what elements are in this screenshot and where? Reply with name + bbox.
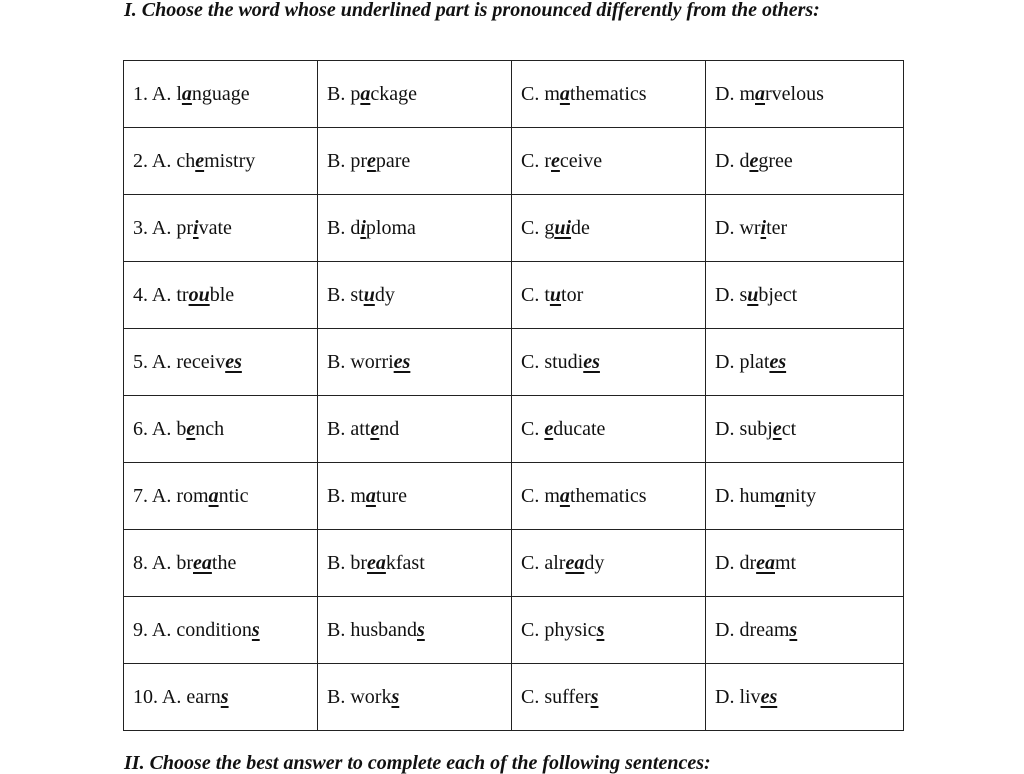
- section-heading: I. Choose the word whose underlined part is pronounced differently from the others:: [124, 0, 820, 21]
- word-end: ckage: [370, 82, 417, 105]
- word-end: de: [571, 216, 590, 239]
- underlined-part: ea: [367, 551, 386, 574]
- option-cell-q8-d: [706, 530, 904, 597]
- next-section-heading: II. Choose the best answer to complete each of the following sentences:: [124, 752, 711, 774]
- option-cell-q4-d: [706, 262, 904, 329]
- word-end: tor: [561, 283, 584, 306]
- word-start: D. dream: [715, 618, 790, 641]
- word-end: nguage: [191, 82, 250, 105]
- word-start: 7. A. rom: [133, 484, 209, 507]
- underlined-part: a: [755, 82, 765, 105]
- question-row-8: [124, 530, 904, 597]
- option-cell-q2-a: [124, 128, 318, 195]
- underlined-part: s: [391, 685, 400, 708]
- option-cell-q4-b: [318, 262, 512, 329]
- word-start: 10. A. earn: [133, 685, 221, 708]
- word-end: thematics: [569, 484, 647, 507]
- underlined-part: e: [772, 417, 782, 440]
- word-start: B. pr: [327, 149, 367, 172]
- underlined-part: es: [225, 350, 242, 373]
- underlined-part: u: [549, 283, 562, 306]
- word-start: C. studi: [521, 350, 584, 373]
- option-cell-q8-a: [124, 530, 318, 597]
- word-start: D. m: [715, 82, 755, 105]
- underlined-part: e: [370, 417, 380, 440]
- word-end: dy: [374, 283, 395, 306]
- underlined-part: s: [251, 618, 260, 641]
- word-end: thematics: [569, 82, 647, 105]
- underlined-part: a: [559, 82, 570, 105]
- word-start: B. worri: [327, 350, 394, 373]
- word-end: pare: [375, 149, 411, 172]
- option-cell-q4-c: [512, 262, 706, 329]
- option-cell-q6-c: [512, 396, 706, 463]
- option-cell-q7-d: [706, 463, 904, 530]
- word-start: B. work: [327, 685, 392, 708]
- option-cell-q3-d: [706, 195, 904, 262]
- option-cell-q8-b: [318, 530, 512, 597]
- underlined-part: a: [208, 484, 219, 507]
- underlined-part: a: [775, 484, 785, 507]
- option-cell-q7-c: [512, 463, 706, 530]
- word-start: C. r: [521, 149, 551, 172]
- option-cell-q2-b: [318, 128, 512, 195]
- option-cell-q9-a: [124, 597, 318, 664]
- underlined-part: i: [193, 216, 199, 239]
- option-cell-q5-c: [512, 329, 706, 396]
- underlined-part: es: [393, 350, 411, 373]
- underlined-part: e: [195, 149, 205, 172]
- word-start: C.: [521, 417, 545, 440]
- underlined-part: a: [360, 82, 371, 105]
- word-end: bject: [758, 283, 798, 306]
- word-start: D. dr: [715, 551, 757, 574]
- word-end: nd: [379, 417, 400, 440]
- underlined-part: s: [590, 685, 599, 708]
- word-end: ducate: [553, 417, 606, 440]
- underlined-part: es: [769, 350, 787, 373]
- question-row-7: [124, 463, 904, 530]
- word-start: B. m: [327, 484, 366, 507]
- word-end: ct: [781, 417, 797, 440]
- underlined-part: e: [186, 417, 196, 440]
- option-cell-q3-b: [318, 195, 512, 262]
- word-end: ploma: [365, 216, 416, 239]
- underlined-part: a: [181, 82, 192, 105]
- underlined-part: a: [365, 484, 376, 507]
- underlined-part: es: [760, 685, 778, 708]
- word-end: the: [211, 551, 237, 574]
- underlined-part: i: [360, 216, 366, 239]
- word-start: C. alr: [521, 551, 566, 574]
- word-start: 8. A. br: [133, 551, 193, 574]
- word-end: vate: [198, 216, 232, 239]
- question-row-5: [124, 329, 904, 396]
- word-start: 3. A. pr: [133, 216, 193, 239]
- question-row-2: [124, 128, 904, 195]
- option-cell-q5-d: [706, 329, 904, 396]
- word-start: B. att: [327, 417, 371, 440]
- word-start: 5. A. receiv: [133, 350, 226, 373]
- word-start: C. m: [521, 484, 560, 507]
- underlined-part: u: [747, 283, 759, 306]
- option-cell-q1-c: [512, 61, 706, 128]
- word-start: D. plat: [715, 350, 770, 373]
- word-start: D. subj: [715, 417, 773, 440]
- word-end: ntic: [218, 484, 249, 507]
- question-row-4: [124, 262, 904, 329]
- underlined-part: s: [417, 618, 425, 641]
- word-end: nch: [195, 417, 225, 440]
- word-start: D. wr: [715, 216, 761, 239]
- underlined-part: ea: [565, 551, 585, 574]
- pronunciation-table: [123, 60, 904, 731]
- option-cell-q10-d: [706, 664, 904, 731]
- word-start: B. br: [327, 551, 367, 574]
- option-cell-q1-a: [124, 61, 318, 128]
- underlined-part: s: [220, 685, 229, 708]
- word-end: dy: [584, 551, 605, 574]
- word-start: D. s: [715, 283, 748, 306]
- option-cell-q6-d: [706, 396, 904, 463]
- word-end: gree: [758, 149, 793, 172]
- word-start: C. m: [521, 82, 560, 105]
- question-row-1: [124, 61, 904, 128]
- word-end: ceive: [559, 149, 603, 172]
- underlined-part: e: [544, 417, 554, 440]
- word-start: C. suffer: [521, 685, 591, 708]
- option-cell-q9-b: [318, 597, 512, 664]
- word-start: C. g: [521, 216, 555, 239]
- question-row-3: [124, 195, 904, 262]
- word-end: mistry: [204, 149, 256, 172]
- option-cell-q9-c: [512, 597, 706, 664]
- word-end: mt: [775, 551, 797, 574]
- word-start: 6. A. b: [133, 417, 187, 440]
- underlined-part: i: [760, 216, 767, 239]
- option-cell-q5-a: [124, 329, 318, 396]
- option-cell-q9-d: [706, 597, 904, 664]
- question-row-6: [124, 396, 904, 463]
- word-start: B. st: [327, 283, 364, 306]
- word-end: nity: [785, 484, 817, 507]
- option-cell-q1-d: [706, 61, 904, 128]
- word-start: C. physic: [521, 618, 597, 641]
- word-start: 2. A. ch: [133, 149, 196, 172]
- option-cell-q10-c: [512, 664, 706, 731]
- underlined-part: e: [749, 149, 759, 172]
- underlined-part: ui: [554, 216, 572, 239]
- option-cell-q1-b: [318, 61, 512, 128]
- option-cell-q6-b: [318, 396, 512, 463]
- word-start: 1. A. l: [133, 82, 182, 105]
- underlined-part: e: [367, 149, 376, 172]
- word-end: kfast: [385, 551, 425, 574]
- underlined-part: ea: [756, 551, 775, 574]
- option-cell-q2-d: [706, 128, 904, 195]
- word-start: 9. A. condition: [133, 618, 252, 641]
- option-cell-q10-a: [124, 664, 318, 731]
- underlined-part: e: [551, 149, 560, 172]
- word-start: B. d: [327, 216, 361, 239]
- option-cell-q6-a: [124, 396, 318, 463]
- underlined-part: es: [583, 350, 600, 373]
- word-start: D. d: [715, 149, 750, 172]
- option-cell-q10-b: [318, 664, 512, 731]
- underlined-part: ou: [188, 283, 210, 306]
- underlined-part: s: [789, 618, 798, 641]
- question-row-10: [124, 664, 904, 731]
- underlined-part: u: [363, 283, 375, 306]
- word-start: B. husband: [327, 618, 417, 641]
- underlined-part: ea: [193, 551, 212, 574]
- word-end: ture: [375, 484, 407, 507]
- option-cell-q7-b: [318, 463, 512, 530]
- underlined-part: a: [559, 484, 570, 507]
- word-end: ble: [209, 283, 235, 306]
- word-start: 4. A. tr: [133, 283, 189, 306]
- option-cell-q7-a: [124, 463, 318, 530]
- word-end: rvelous: [765, 82, 824, 105]
- option-cell-q3-c: [512, 195, 706, 262]
- option-cell-q4-a: [124, 262, 318, 329]
- option-cell-q2-c: [512, 128, 706, 195]
- word-start: D. hum: [715, 484, 775, 507]
- option-cell-q8-c: [512, 530, 706, 597]
- word-start: B. p: [327, 82, 361, 105]
- option-cell-q5-b: [318, 329, 512, 396]
- word-start: D. liv: [715, 685, 761, 708]
- word-end: ter: [766, 216, 788, 239]
- underlined-part: s: [596, 618, 605, 641]
- question-row-9: [124, 597, 904, 664]
- word-start: C. t: [521, 283, 550, 306]
- option-cell-q3-a: [124, 195, 318, 262]
